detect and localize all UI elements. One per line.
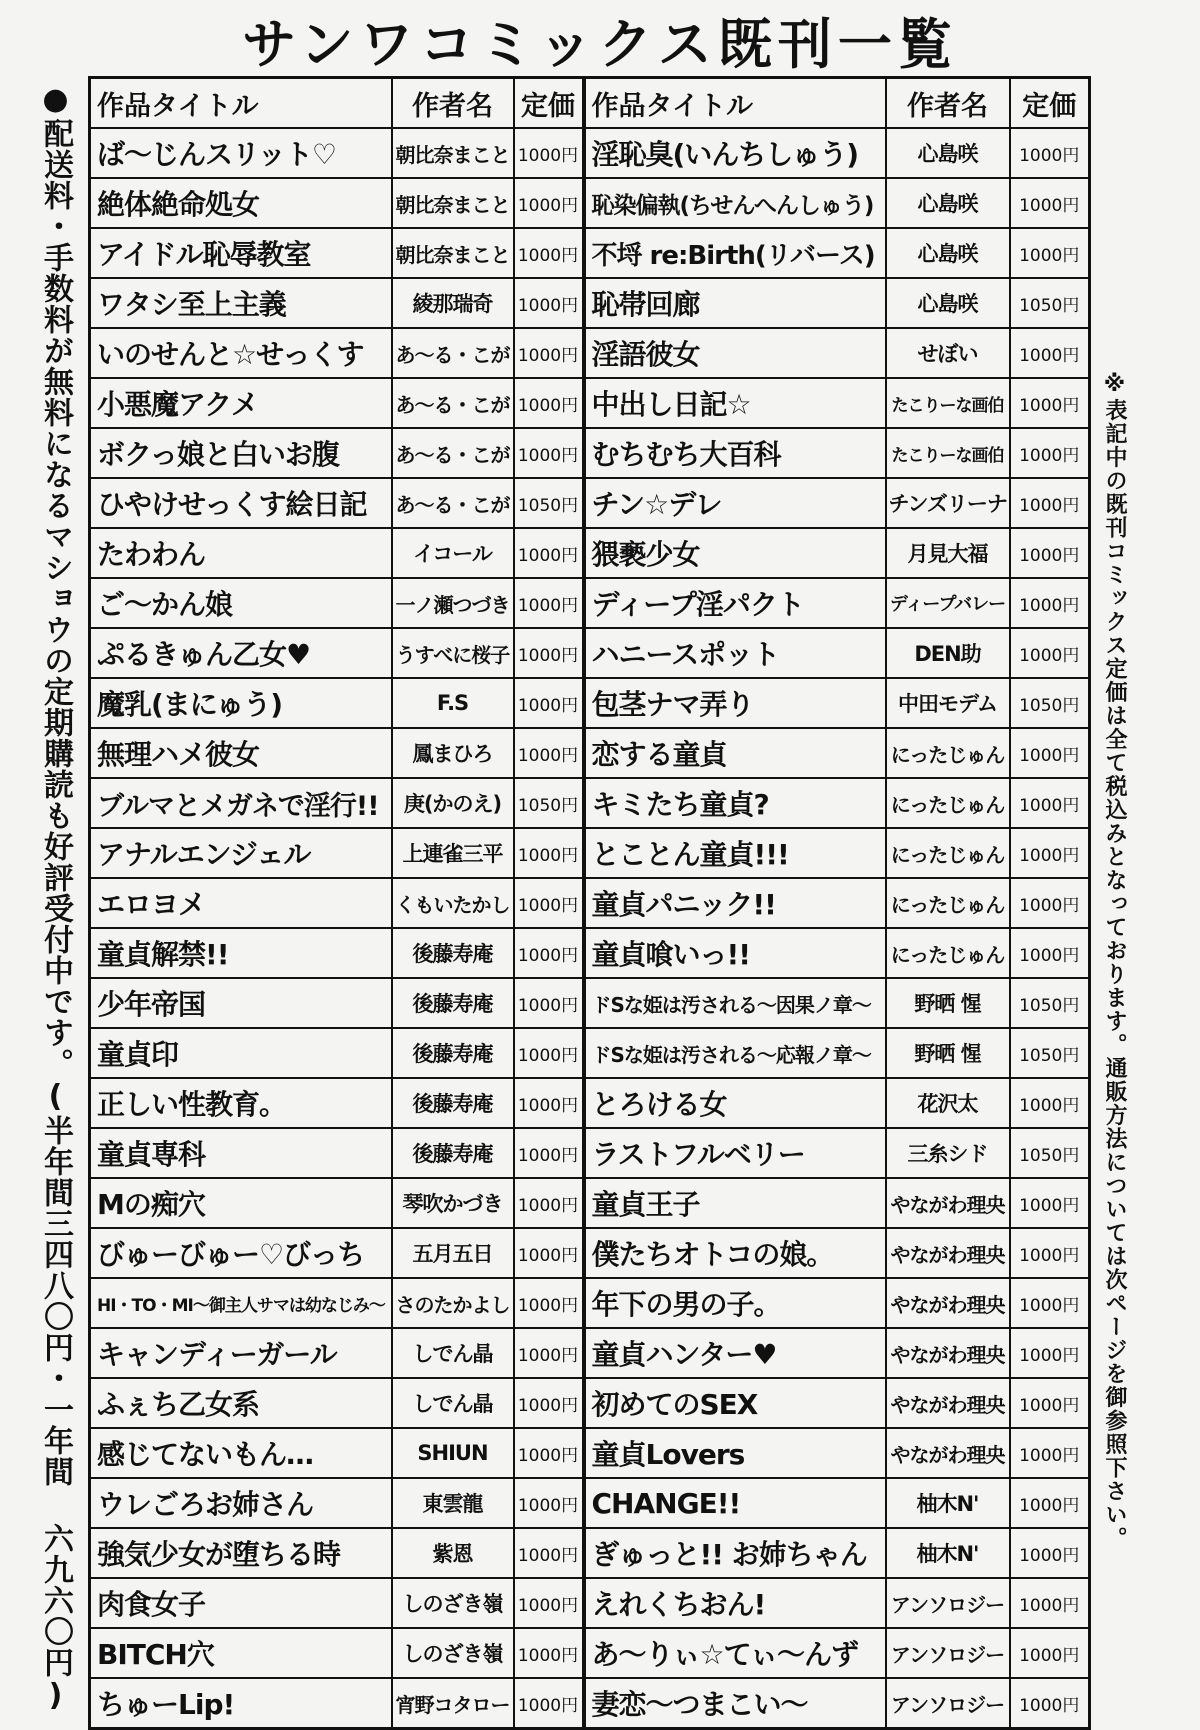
title-cell-left: アナルエンジェル	[90, 828, 392, 878]
author-cell-right: たこりーな画伯	[886, 378, 1010, 428]
author-cell-right: にったじゅん	[886, 928, 1010, 978]
table-row	[90, 678, 1090, 728]
price-cell-left: 1000円	[514, 1528, 584, 1578]
author-cell-right: 野晒 惺	[886, 1028, 1010, 1078]
author-cell-right: チンズリーナ	[886, 478, 1010, 528]
price-cell-left: 1000円	[514, 578, 584, 628]
title-cell-right: 包茎ナマ弄り	[584, 678, 886, 728]
title-cell-right: 童貞喰いっ!!	[584, 928, 886, 978]
title-cell-left: 小悪魔アクメ	[90, 378, 392, 428]
table-row	[90, 1228, 1090, 1278]
title-cell-right: 猥褻少女	[584, 528, 886, 578]
subscription-note: ●配送料・手数料が無料になるマショウの定期購読も好評受付中です。(半年間三四八〇円・一年間 六九六〇円)	[38, 82, 73, 1714]
title-cell-left: いのせんと☆せっくす	[90, 328, 392, 378]
author-cell-right: 三糸シド	[886, 1128, 1010, 1178]
price-cell-left: 1000円	[514, 1428, 584, 1478]
price-cell-left: 1000円	[514, 1078, 584, 1128]
author-cell-right: 中田モデム	[886, 678, 1010, 728]
title-cell-left: キャンディーガール	[90, 1328, 392, 1378]
title-cell-right: 僕たちオトコの娘。	[584, 1228, 886, 1278]
title-cell-right: キミたち童貞?	[584, 778, 886, 828]
price-cell-left: 1000円	[514, 1278, 584, 1328]
price-cell-left: 1000円	[514, 1678, 584, 1729]
author-cell-left: SHIUN	[392, 1428, 514, 1478]
title-cell-left: Mの痴穴	[90, 1178, 392, 1228]
price-cell-right: 1000円	[1010, 528, 1090, 578]
table-row	[90, 1578, 1090, 1628]
title-cell-left: ひやけせっくす絵日記	[90, 478, 392, 528]
header-author-left: 作者名	[392, 78, 514, 129]
title-cell-left: 強気少女が堕ちる時	[90, 1528, 392, 1578]
price-cell-right: 1000円	[1010, 1328, 1090, 1378]
price-cell-right: 1000円	[1010, 1178, 1090, 1228]
table-row	[90, 1178, 1090, 1228]
table-row	[90, 928, 1090, 978]
author-cell-left: うすべに桜子	[392, 628, 514, 678]
title-cell-left: ボクっ娘と白いお腹	[90, 428, 392, 478]
author-cell-left: 綾那瑞奇	[392, 278, 514, 328]
title-cell-right: ぎゅっと!! お姉ちゃん	[584, 1528, 886, 1578]
table-row	[90, 1378, 1090, 1428]
author-cell-left: しでん晶	[392, 1378, 514, 1428]
table-row	[90, 578, 1090, 628]
price-cell-right: 1000円	[1010, 928, 1090, 978]
author-cell-left: 朝比奈まこと	[392, 128, 514, 178]
price-cell-left: 1000円	[514, 728, 584, 778]
price-cell-right: 1000円	[1010, 228, 1090, 278]
price-note: ※表記中の既刊コミックス定価は全て税込みとなっております。通販方法については次ページを御参照下さい。	[1102, 372, 1127, 1550]
price-cell-left: 1000円	[514, 678, 584, 728]
price-cell-left: 1000円	[514, 1328, 584, 1378]
table-row	[90, 228, 1090, 278]
price-cell-right: 1000円	[1010, 1278, 1090, 1328]
title-cell-right: ハニースポット	[584, 628, 886, 678]
title-cell-left: HI・TO・MI～御主人サマは幼なじみ～	[90, 1278, 392, 1328]
author-cell-left: あ～る・こが	[392, 328, 514, 378]
title-cell-left: 少年帝国	[90, 978, 392, 1028]
title-cell-left: 童貞専科	[90, 1128, 392, 1178]
title-cell-right: ドSな姫は汚される～因果ノ章～	[584, 978, 886, 1028]
table-row	[90, 478, 1090, 528]
author-cell-right: 心島咲	[886, 178, 1010, 228]
table-row	[90, 1528, 1090, 1578]
title-cell-right: ドSな姫は汚される～応報ノ章～	[584, 1028, 886, 1078]
table-row	[90, 1278, 1090, 1328]
title-cell-left: ふぇち乙女系	[90, 1378, 392, 1428]
author-cell-right: たこりーな画伯	[886, 428, 1010, 478]
author-cell-right: 心島咲	[886, 278, 1010, 328]
table-row	[90, 1478, 1090, 1528]
price-cell-right: 1000円	[1010, 178, 1090, 228]
price-cell-right: 1000円	[1010, 1678, 1090, 1729]
author-cell-right: やながわ理央	[886, 1228, 1010, 1278]
title-cell-right: 不埒 re:Birth(リバース)	[584, 228, 886, 278]
page-title: サンワコミックス既刊一覧	[242, 13, 958, 76]
price-cell-right: 1000円	[1010, 1228, 1090, 1278]
price-cell-right: 1000円	[1010, 628, 1090, 678]
title-cell-left: ワタシ至上主義	[90, 278, 392, 328]
header-price-right: 定価	[1010, 78, 1090, 129]
title-cell-left: 正しい性教育。	[90, 1078, 392, 1128]
catalog-table	[88, 76, 1091, 1730]
author-cell-left: あ～る・こが	[392, 378, 514, 428]
table-row	[90, 978, 1090, 1028]
table-row	[90, 1078, 1090, 1128]
author-cell-left: 東雲龍	[392, 1478, 514, 1528]
price-cell-right: 1050円	[1010, 678, 1090, 728]
table-row	[90, 428, 1090, 478]
author-cell-left: しのざき嶺	[392, 1628, 514, 1678]
author-cell-left: 朝比奈まこと	[392, 228, 514, 278]
title-cell-left: 童貞解禁!!	[90, 928, 392, 978]
title-cell-right: チン☆デレ	[584, 478, 886, 528]
price-cell-left: 1000円	[514, 328, 584, 378]
author-cell-right: せぼい	[886, 328, 1010, 378]
author-cell-left: 朝比奈まこと	[392, 178, 514, 228]
price-cell-right: 1000円	[1010, 778, 1090, 828]
author-cell-right: 柚木N'	[886, 1478, 1010, 1528]
price-cell-right: 1000円	[1010, 1528, 1090, 1578]
price-cell-right: 1000円	[1010, 878, 1090, 928]
author-cell-right: やながわ理央	[886, 1428, 1010, 1478]
author-cell-right: DEN助	[886, 628, 1010, 678]
author-cell-right: にったじゅん	[886, 878, 1010, 928]
price-cell-right: 1000円	[1010, 828, 1090, 878]
price-cell-left: 1000円	[514, 1228, 584, 1278]
author-cell-left: 後藤寿庵	[392, 978, 514, 1028]
title-cell-right: ラストフルベリー	[584, 1128, 886, 1178]
title-cell-left: 童貞印	[90, 1028, 392, 1078]
title-cell-right: 童貞ハンター♥	[584, 1328, 886, 1378]
author-cell-left: 宵野コタロー	[392, 1678, 514, 1729]
author-cell-left: イコール	[392, 528, 514, 578]
author-cell-right: ディープバレー	[886, 578, 1010, 628]
author-cell-right: にったじゅん	[886, 828, 1010, 878]
title-cell-left: 魔乳(まにゅう)	[90, 678, 392, 728]
author-cell-right: 野晒 惺	[886, 978, 1010, 1028]
title-cell-right: 中出し日記☆	[584, 378, 886, 428]
title-cell-right: 童貞パニック!!	[584, 878, 886, 928]
price-cell-right: 1000円	[1010, 378, 1090, 428]
price-cell-left: 1050円	[514, 478, 584, 528]
price-cell-left: 1000円	[514, 278, 584, 328]
author-cell-right: 心島咲	[886, 228, 1010, 278]
table-row	[90, 1678, 1090, 1729]
table-row	[90, 728, 1090, 778]
table-row	[90, 1128, 1090, 1178]
price-cell-right: 1000円	[1010, 1478, 1090, 1528]
title-cell-left: びゅーびゅー♡びっち	[90, 1228, 392, 1278]
price-cell-left: 1000円	[514, 828, 584, 878]
title-cell-right: 童貞Lovers	[584, 1428, 886, 1478]
title-cell-right: 恋する童貞	[584, 728, 886, 778]
price-cell-left: 1000円	[514, 1578, 584, 1628]
table-row	[90, 828, 1090, 878]
price-cell-right: 1000円	[1010, 1378, 1090, 1428]
title-cell-right: 年下の男の子。	[584, 1278, 886, 1328]
title-cell-left: ブルマとメガネで淫行!!	[90, 778, 392, 828]
author-cell-left: 一ノ瀬つづき	[392, 578, 514, 628]
price-cell-right: 1000円	[1010, 578, 1090, 628]
author-cell-left: F.S	[392, 678, 514, 728]
table-row	[90, 628, 1090, 678]
header-title-right: 作品タイトル	[584, 78, 886, 129]
author-cell-left: 庚(かのえ)	[392, 778, 514, 828]
title-cell-left: ご～かん娘	[90, 578, 392, 628]
title-cell-right: あ～りぃ☆てぃ～んず	[584, 1628, 886, 1678]
title-cell-right: 妻恋～つまこい～	[584, 1678, 886, 1729]
title-cell-left: BITCH穴	[90, 1628, 392, 1678]
title-cell-right: とろける女	[584, 1078, 886, 1128]
title-cell-right: 童貞王子	[584, 1178, 886, 1228]
title-cell-left: アイドル恥辱教室	[90, 228, 392, 278]
price-cell-right: 1000円	[1010, 428, 1090, 478]
author-cell-right: にったじゅん	[886, 778, 1010, 828]
author-cell-left: 後藤寿庵	[392, 1028, 514, 1078]
price-cell-left: 1000円	[514, 1478, 584, 1528]
price-cell-right: 1000円	[1010, 728, 1090, 778]
price-cell-right: 1050円	[1010, 278, 1090, 328]
price-cell-left: 1000円	[514, 878, 584, 928]
author-cell-left: 五月五日	[392, 1228, 514, 1278]
title-cell-left: エロヨメ	[90, 878, 392, 928]
table-row	[90, 1328, 1090, 1378]
title-cell-left: ば～じんスリット♡	[90, 128, 392, 178]
price-cell-left: 1000円	[514, 1178, 584, 1228]
table-row	[90, 778, 1090, 828]
price-cell-right: 1000円	[1010, 1578, 1090, 1628]
price-cell-right: 1000円	[1010, 1078, 1090, 1128]
author-cell-right: 月見大福	[886, 528, 1010, 578]
title-cell-left: 肉食女子	[90, 1578, 392, 1628]
title-cell-right: えれくちおん!	[584, 1578, 886, 1628]
author-cell-right: アンソロジー	[886, 1678, 1010, 1729]
price-cell-left: 1000円	[514, 228, 584, 278]
author-cell-left: しのざき嶺	[392, 1578, 514, 1628]
price-cell-left: 1000円	[514, 178, 584, 228]
price-cell-left: 1000円	[514, 128, 584, 178]
title-cell-left: 絶体絶命処女	[90, 178, 392, 228]
title-cell-right: とことん童貞!!!	[584, 828, 886, 878]
author-cell-right: やながわ理央	[886, 1328, 1010, 1378]
title-cell-left: たわわん	[90, 528, 392, 578]
price-cell-right: 1000円	[1010, 328, 1090, 378]
author-cell-left: しでん晶	[392, 1328, 514, 1378]
title-cell-right: 恥帯回廊	[584, 278, 886, 328]
author-cell-left: 後藤寿庵	[392, 1128, 514, 1178]
title-cell-left: ちゅーLip!	[90, 1678, 392, 1729]
header-price-left: 定価	[514, 78, 584, 129]
title-cell-left: 無理ハメ彼女	[90, 728, 392, 778]
price-cell-right: 1050円	[1010, 1028, 1090, 1078]
price-cell-left: 1000円	[514, 1028, 584, 1078]
author-cell-right: 柚木N'	[886, 1528, 1010, 1578]
author-cell-left: 上連雀三平	[392, 828, 514, 878]
table-row	[90, 128, 1090, 178]
title-cell-right: CHANGE!!	[584, 1478, 886, 1528]
price-cell-left: 1050円	[514, 778, 584, 828]
price-cell-left: 1000円	[514, 628, 584, 678]
catalog-body	[90, 128, 1090, 1729]
author-cell-right: にったじゅん	[886, 728, 1010, 778]
title-cell-right: 淫語彼女	[584, 328, 886, 378]
table-row	[90, 378, 1090, 428]
author-cell-right: やながわ理央	[886, 1278, 1010, 1328]
table-row	[90, 328, 1090, 378]
author-cell-left: くもいたかし	[392, 878, 514, 928]
price-cell-left: 1000円	[514, 978, 584, 1028]
price-cell-right: 1000円	[1010, 1628, 1090, 1678]
author-cell-left: 紫恩	[392, 1528, 514, 1578]
price-cell-right: 1050円	[1010, 978, 1090, 1028]
title-cell-left: ぷるきゅん乙女♥	[90, 628, 392, 678]
table-row	[90, 1428, 1090, 1478]
author-cell-right: アンソロジー	[886, 1628, 1010, 1678]
title-cell-right: ディープ淫パクト	[584, 578, 886, 628]
price-cell-right: 1050円	[1010, 1128, 1090, 1178]
price-cell-left: 1000円	[514, 528, 584, 578]
title-cell-right: むちむち大百科	[584, 428, 886, 478]
author-cell-right: 花沢太	[886, 1078, 1010, 1128]
author-cell-left: あ～る・こが	[392, 428, 514, 478]
price-cell-right: 1000円	[1010, 1428, 1090, 1478]
table-row	[90, 278, 1090, 328]
price-cell-left: 1000円	[514, 1378, 584, 1428]
header-title-left: 作品タイトル	[90, 78, 392, 129]
price-cell-left: 1000円	[514, 378, 584, 428]
title-cell-right: 淫恥臭(いんちしゅう)	[584, 128, 886, 178]
price-cell-left: 1000円	[514, 428, 584, 478]
price-cell-left: 1000円	[514, 1628, 584, 1678]
author-cell-right: やながわ理央	[886, 1378, 1010, 1428]
price-cell-right: 1000円	[1010, 478, 1090, 528]
author-cell-left: あ～る・こが	[392, 478, 514, 528]
author-cell-right: やながわ理央	[886, 1178, 1010, 1228]
header-author-right: 作者名	[886, 78, 1010, 129]
table-row	[90, 1028, 1090, 1078]
author-cell-left: さのたかよし	[392, 1278, 514, 1328]
title-cell-right: 恥染偏執(ちせんへんしゅう)	[584, 178, 886, 228]
author-cell-left: 後藤寿庵	[392, 1078, 514, 1128]
author-cell-right: 心島咲	[886, 128, 1010, 178]
title-cell-right: 初めてのSEX	[584, 1378, 886, 1428]
table-row	[90, 1628, 1090, 1678]
table-header-row	[90, 78, 1090, 129]
table-row	[90, 878, 1090, 928]
price-cell-left: 1000円	[514, 1128, 584, 1178]
title-cell-left: ウレごろお姉さん	[90, 1478, 392, 1528]
author-cell-left: 鳳まひろ	[392, 728, 514, 778]
price-cell-right: 1000円	[1010, 128, 1090, 178]
author-cell-left: 後藤寿庵	[392, 928, 514, 978]
price-cell-left: 1000円	[514, 928, 584, 978]
table-row	[90, 528, 1090, 578]
title-cell-left: 感じてないもん…	[90, 1428, 392, 1478]
table-row	[90, 178, 1090, 228]
author-cell-left: 琴吹かづき	[392, 1178, 514, 1228]
author-cell-right: アンソロジー	[886, 1578, 1010, 1628]
